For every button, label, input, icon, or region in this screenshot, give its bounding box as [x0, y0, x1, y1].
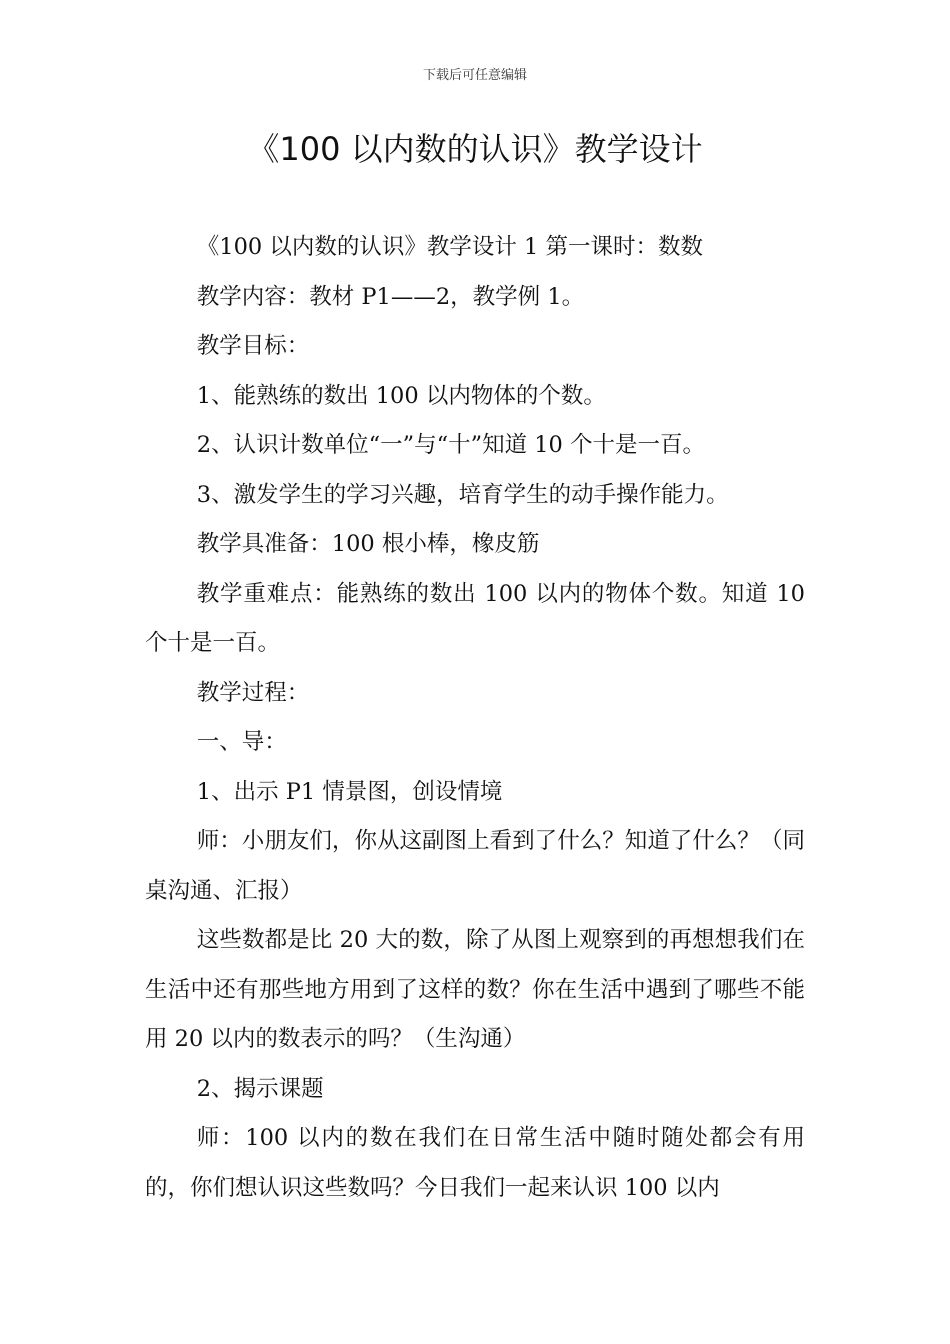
- paragraph-goal-2: 2、认识计数单位“一”与“十”知道 10 个十是一百。: [196, 432, 706, 458]
- paragraph-teacher-intro: 师：100 以内的数在我们在日常生活中随时随处都会有用的，你们想认识这些数吗？今日我们一起来认识 100 以内: [145, 1125, 805, 1201]
- paragraph-teacher-question: 师：小朋友们，你从这副图上看到了什么？知道了什么？（同桌沟通、汇报）: [145, 828, 805, 904]
- paragraph-lesson-heading: 《100 以内数的认识》教学设计 1 第一课时：数数: [196, 234, 703, 260]
- paragraph-goal-3: 3、激发学生的学习兴趣，培育学生的动手操作能力。: [196, 481, 729, 508]
- paragraph-teaching-goals: 教学目标：: [196, 333, 310, 359]
- document-body: [145, 223, 805, 1213]
- paragraph-key-points: 教学重难点：能熟练的数出 100 以内的物体个数。知道 10 个十是一百。: [145, 580, 805, 656]
- paragraph-materials: 教学具准备：100 根小棒，橡皮筋: [196, 531, 540, 557]
- header-note: 下载后可任意编辑: [422, 68, 527, 83]
- document-title: 《100 以内数的认识》教学设计: [247, 130, 703, 168]
- paragraph-discussion: 这些数都是比 20 大的数，除了从图上观察到的再想想我们在生活中还有那些地方用到了这样的数？你在生活中遇到了哪些不能用 20 以内的数表示的吗？（生沟通）: [145, 927, 805, 1052]
- paragraph-goal-1: 1、能熟练的数出 100 以内物体的个数。: [196, 382, 606, 409]
- paragraph-step-1: 1、出示 P1 情景图，创设情境: [196, 778, 503, 805]
- paragraph-section-intro: 一、导：: [196, 729, 287, 755]
- paragraph-step-2: 2、揭示课题: [196, 1075, 324, 1102]
- paragraph-teaching-content: 教学内容：教材 P1——2，教学例 1。: [196, 283, 585, 310]
- paragraph-process: 教学过程：: [196, 679, 310, 706]
